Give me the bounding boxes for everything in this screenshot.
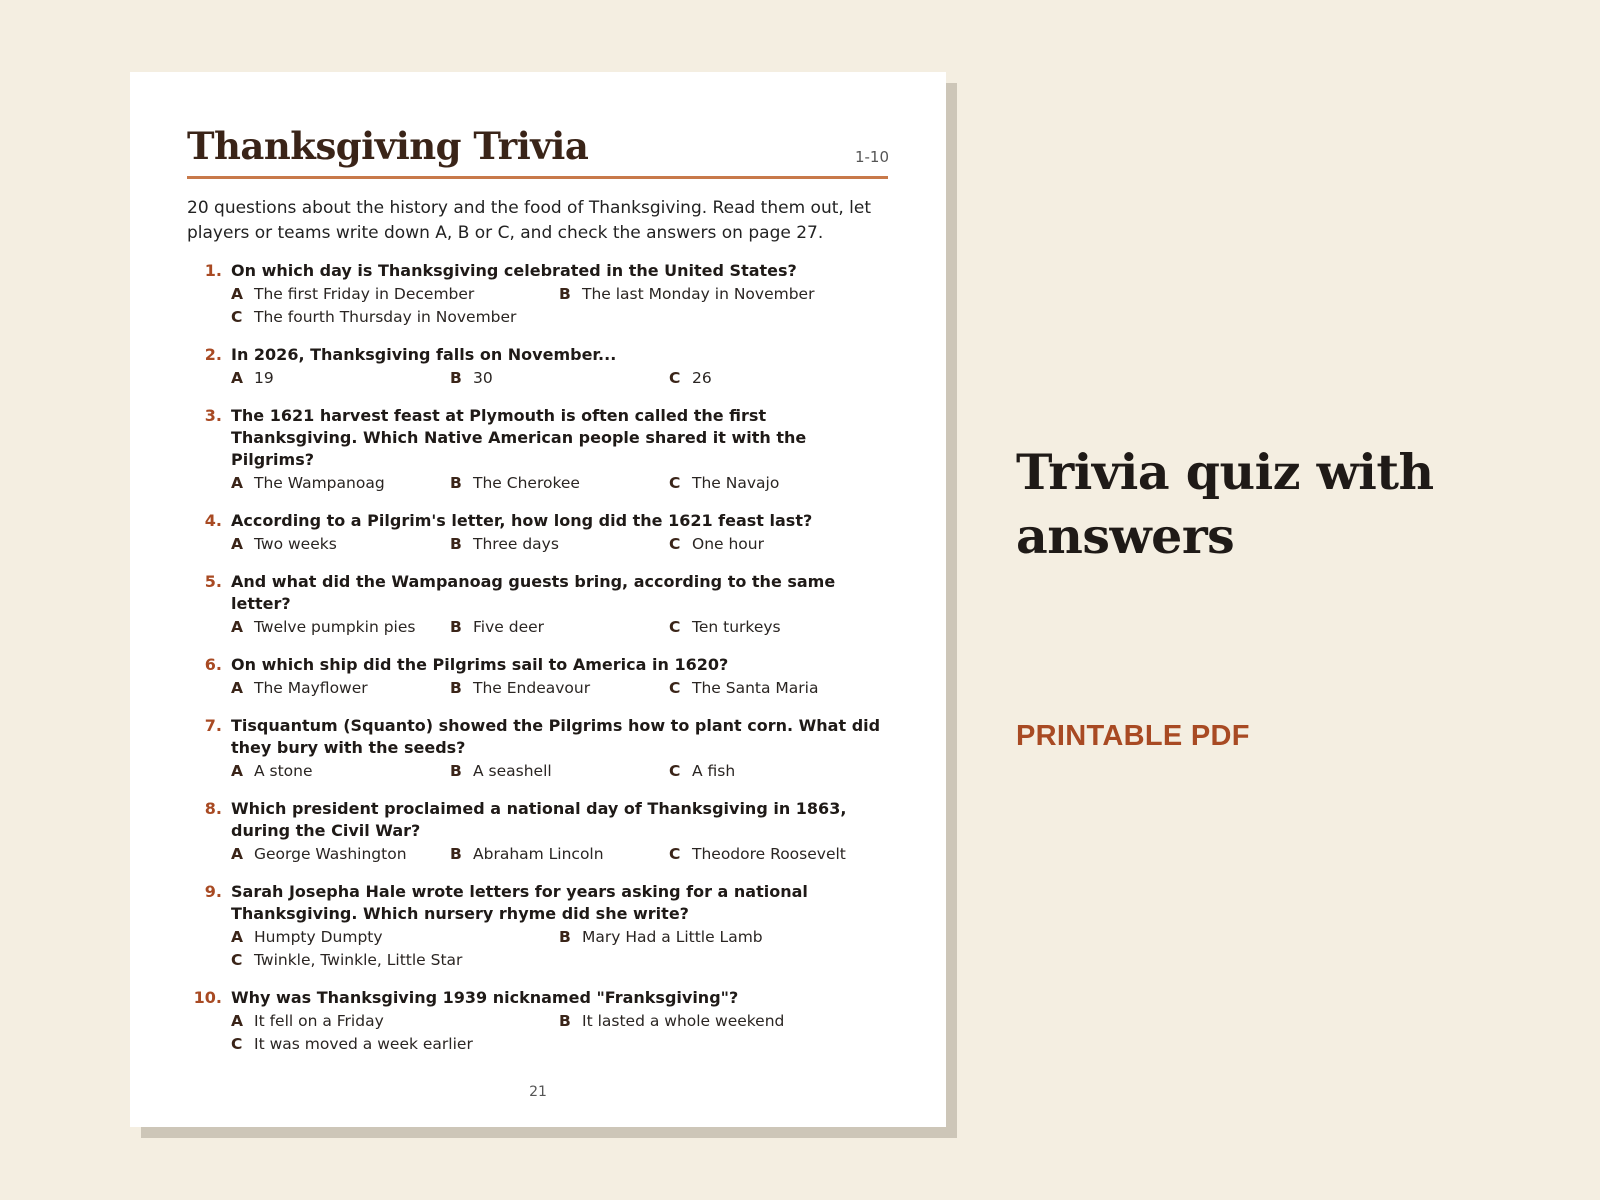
answer-option xyxy=(231,843,450,866)
option-text: 26 xyxy=(692,369,712,387)
question-item xyxy=(187,260,888,329)
option-letter: C xyxy=(669,369,681,387)
option-letter: A xyxy=(231,1012,243,1030)
answer-option xyxy=(450,616,669,639)
printable-pdf-label: PRINTABLE PDF xyxy=(1016,720,1250,752)
option-letter: B xyxy=(450,369,462,387)
question-text: On which day is Thanksgiving celebrated in the United States? xyxy=(231,261,797,280)
answer-option xyxy=(231,472,450,495)
answer-option xyxy=(231,760,450,783)
option-letter: C xyxy=(669,845,681,863)
answer-option xyxy=(669,760,888,783)
answer-option xyxy=(450,677,669,700)
option-text: The Santa Maria xyxy=(692,679,819,697)
answer-options xyxy=(231,367,888,390)
answer-option xyxy=(669,472,888,495)
option-letter: A xyxy=(231,474,243,492)
answer-option xyxy=(450,843,669,866)
option-letter: C xyxy=(669,679,681,697)
answer-option xyxy=(231,926,559,949)
option-text: The Endeavour xyxy=(473,679,591,697)
question-text: On which ship did the Pilgrims sail to America in 1620? xyxy=(231,655,729,674)
answer-options xyxy=(231,760,888,783)
option-text: The first Friday in December xyxy=(254,285,475,303)
answer-option xyxy=(231,949,559,972)
question-item xyxy=(187,987,888,1056)
answer-option xyxy=(669,616,888,639)
answer-option xyxy=(669,533,888,556)
question-text: According to a Pilgrim's letter, how long did the 1621 feast last? xyxy=(231,511,813,530)
option-letter: B xyxy=(450,845,462,863)
answer-options xyxy=(231,283,888,329)
question-item xyxy=(187,654,888,700)
option-text: Abraham Lincoln xyxy=(473,845,604,863)
answer-option xyxy=(669,367,888,390)
answer-option xyxy=(231,677,450,700)
answer-options xyxy=(231,1010,888,1056)
question-number: 4. xyxy=(204,511,222,530)
option-text: It lasted a whole weekend xyxy=(582,1012,785,1030)
option-letter: A xyxy=(231,679,243,697)
option-text: 30 xyxy=(473,369,493,387)
question-item xyxy=(187,571,888,639)
answer-option xyxy=(450,533,669,556)
answer-options xyxy=(231,926,888,972)
answer-option xyxy=(231,283,559,306)
option-text: Humpty Dumpty xyxy=(254,928,383,946)
answer-option xyxy=(450,472,669,495)
question-item xyxy=(187,344,888,390)
answer-option xyxy=(669,843,888,866)
option-letter: C xyxy=(231,1035,243,1053)
answer-options xyxy=(231,616,888,639)
option-text: Ten turkeys xyxy=(692,618,781,636)
option-text: It fell on a Friday xyxy=(254,1012,384,1030)
answer-option xyxy=(231,1033,559,1056)
option-text: One hour xyxy=(692,535,764,553)
question-number: 5. xyxy=(204,572,222,591)
option-letter: C xyxy=(669,474,681,492)
option-letter: B xyxy=(450,679,462,697)
option-letter: B xyxy=(559,1012,571,1030)
option-letter: A xyxy=(231,285,243,303)
printable-page xyxy=(130,72,946,1127)
option-text: 19 xyxy=(254,369,274,387)
answer-option xyxy=(450,760,669,783)
option-text: Twelve pumpkin pies xyxy=(254,618,416,636)
answer-options xyxy=(231,677,888,700)
answer-option xyxy=(231,306,559,329)
option-text: Five deer xyxy=(473,618,545,636)
option-letter: A xyxy=(231,535,243,553)
option-text: George Washington xyxy=(254,845,407,863)
question-item xyxy=(187,405,888,495)
option-text: The last Monday in November xyxy=(582,285,815,303)
answer-option xyxy=(231,616,450,639)
option-text: Twinkle, Twinkle, Little Star xyxy=(254,951,463,969)
option-text: The Navajo xyxy=(692,474,780,492)
question-text: Sarah Josepha Hale wrote letters for years asking for a national Thanksgiving. Which nursery rhyme did she write? xyxy=(231,882,808,923)
option-text: It was moved a week earlier xyxy=(254,1035,473,1053)
question-item xyxy=(187,510,888,556)
answer-options xyxy=(231,843,888,866)
option-letter: B xyxy=(559,285,571,303)
option-text: The Cherokee xyxy=(473,474,580,492)
question-number: 9. xyxy=(204,882,222,901)
option-letter: A xyxy=(231,928,243,946)
question-number: 8. xyxy=(204,799,222,818)
answer-options xyxy=(231,472,888,495)
option-letter: B xyxy=(450,618,462,636)
option-text: Two weeks xyxy=(254,535,337,553)
option-letter: A xyxy=(231,762,243,780)
answer-option xyxy=(231,1010,559,1033)
answer-options xyxy=(231,533,888,556)
question-list xyxy=(187,260,888,1071)
answer-option xyxy=(669,677,888,700)
question-item xyxy=(187,798,888,866)
option-text: Three days xyxy=(473,535,559,553)
question-text: Tisquantum (Squanto) showed the Pilgrims how to plant corn. What did they bury with the seeds? xyxy=(231,716,881,757)
option-letter: B xyxy=(559,928,571,946)
question-range: 1-10 xyxy=(854,148,889,166)
option-letter: C xyxy=(669,618,681,636)
option-letter: C xyxy=(669,762,681,780)
option-letter: A xyxy=(231,845,243,863)
answer-option xyxy=(231,367,450,390)
option-text: A stone xyxy=(254,762,313,780)
question-number: 1. xyxy=(204,261,222,280)
option-letter: B xyxy=(450,762,462,780)
option-letter: B xyxy=(450,474,462,492)
question-number: 7. xyxy=(204,716,222,735)
option-text: A seashell xyxy=(473,762,552,780)
option-letter: C xyxy=(231,308,243,326)
option-letter: A xyxy=(231,369,243,387)
option-text: A fish xyxy=(692,762,736,780)
option-letter: B xyxy=(450,535,462,553)
question-text: Which president proclaimed a national day of Thanksgiving in 1863, during the Civil War? xyxy=(231,799,847,840)
option-text: Theodore Roosevelt xyxy=(692,845,846,863)
question-text: In 2026, Thanksgiving falls on November... xyxy=(231,345,617,364)
question-number: 10. xyxy=(193,988,222,1007)
question-number: 3. xyxy=(204,406,222,425)
option-text: Mary Had a Little Lamb xyxy=(582,928,763,946)
question-number: 2. xyxy=(204,345,222,364)
option-letter: C xyxy=(231,951,243,969)
answer-option xyxy=(559,283,887,306)
option-text: The fourth Thursday in November xyxy=(254,308,517,326)
page-number: 21 xyxy=(529,1084,547,1100)
page-title: Thanksgiving Trivia xyxy=(187,124,589,168)
option-letter: A xyxy=(231,618,243,636)
question-text: The 1621 harvest feast at Plymouth is often called the first Thanksgiving. Which Native American people shared it with the Pilgrims? xyxy=(231,406,807,469)
question-number: 6. xyxy=(204,655,222,674)
promo-heading: Trivia quiz with answers xyxy=(1016,443,1434,565)
answer-option xyxy=(450,367,669,390)
answer-option xyxy=(559,926,887,949)
option-text: The Mayflower xyxy=(254,679,368,697)
answer-option xyxy=(559,1010,887,1033)
option-text: The Wampanoag xyxy=(254,474,385,492)
answer-option xyxy=(231,533,450,556)
option-letter: C xyxy=(669,535,681,553)
question-item xyxy=(187,881,888,972)
intro-text: 20 questions about the history and the food of Thanksgiving. Read them out, let players or teams write down A, B or C, and check the answers on page 27. xyxy=(187,198,872,243)
title-divider xyxy=(187,176,888,179)
question-text: And what did the Wampanoag guests bring, according to the same letter? xyxy=(231,572,836,613)
question-text: Why was Thanksgiving 1939 nicknamed "Franksgiving"? xyxy=(231,988,739,1007)
question-item xyxy=(187,715,888,783)
